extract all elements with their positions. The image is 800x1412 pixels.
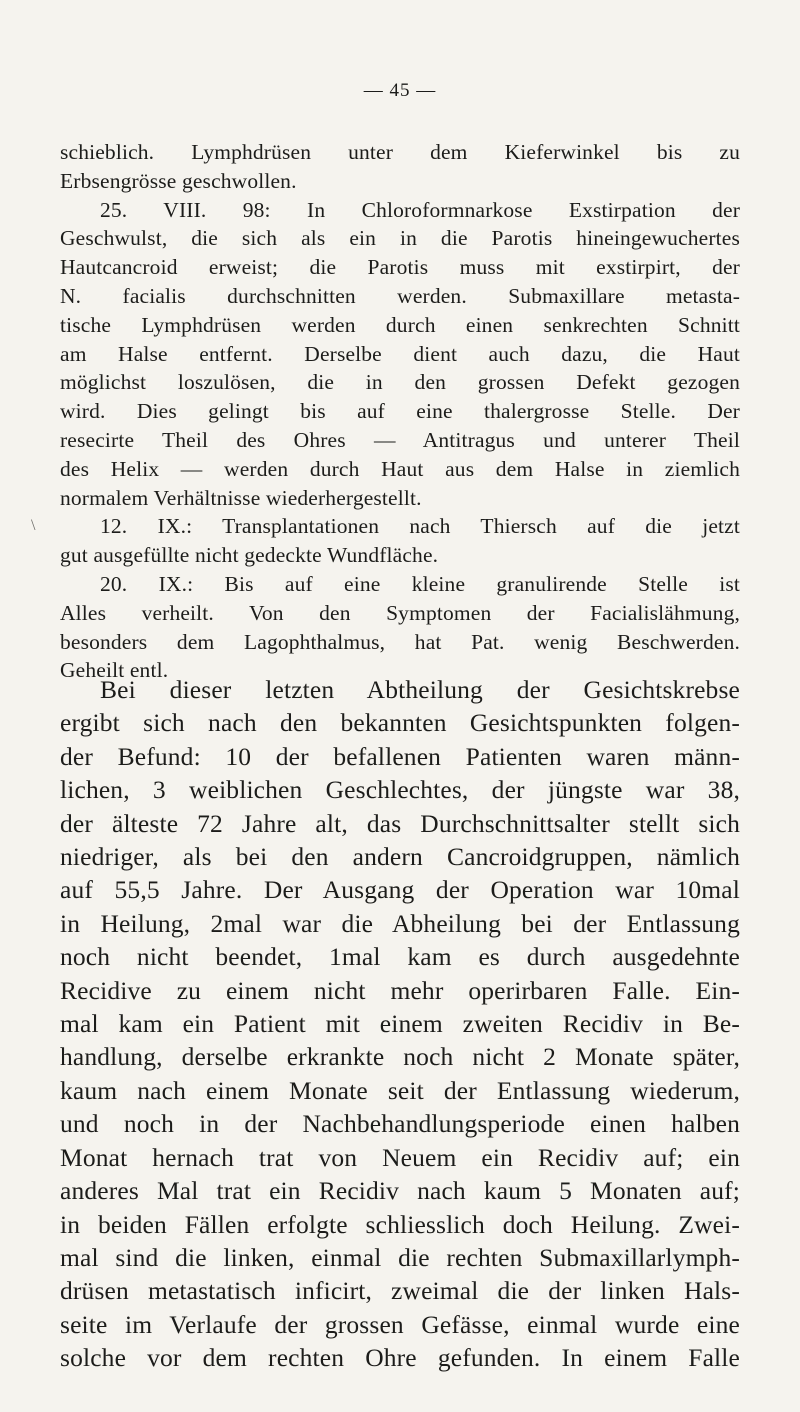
text-line: Geschwulst, die sich als ein in die Parotis hineingewuchertes [60,226,740,251]
text-line: tische Lymphdrüsen werden durch einen senkrechten Schnitt [60,312,740,337]
text-line: möglichst loszulösen, die in den grossen Defekt gezogen [60,370,740,395]
text-line: des Helix — werden durch Haut aus dem Halse in ziemlich [60,456,740,481]
text-line: noch nicht beendet, 1mal kam es durch ausgedehnte [60,942,740,972]
text-line: der älteste 72 Jahre alt, das Durchschnittsalter stellt sich [60,808,740,838]
text-line: Bei dieser letzten Abtheilung der Gesichtskrebse [100,675,740,704]
text-line: drüsen metastatisch inficirt, zweimal die der linken Hals- [60,1276,740,1306]
text-line: Geheilt entl. [60,658,169,683]
text-line: mal sind die linken, einmal die rechten Submaxillarlymph- [60,1242,740,1272]
page-number: — 45 — [363,80,437,101]
case-report-text [60,138,740,685]
text-line: Alles verheilt. Von den Symptomen der Facialislähmung, [60,600,740,625]
text-line: wird. Dies gelingt bis auf eine thalergrosse Stelle. Der [60,399,740,424]
text-line: handlung, derselbe erkrankte noch nicht 2 Monate später, [60,1042,740,1072]
text-line: in Heilung, 2mal war die Abheilung bei der Entlassung [60,908,740,938]
text-line: lichen, 3 weiblichen Geschlechtes, der jüngste war 38, [60,775,740,805]
text-line: resecirte Theil des Ohres — Antitragus und unterer Theil [60,427,740,452]
text-line: Erbsengrösse geschwollen. [60,168,297,193]
text-line: N. facialis durchschnitten werden. Submaxillare metasta- [60,283,740,308]
text-line: gut ausgefüllte nicht gedeckte Wundfläche. [60,543,439,568]
text-line: und noch in der Nachbehandlungsperiode einen halben [60,1109,740,1139]
text-line: Recidive zu einem nicht mehr operirbaren Falle. Ein- [60,975,740,1005]
text-line: solche vor dem rechten Ohre gefunden. In einem Falle [60,1343,740,1373]
text-line: normalem Verhältnisse wiederhergestellt. [60,485,422,510]
summary-paragraph [60,673,740,1375]
text-line: Monat hernach trat von Neuem ein Recidiv auf; ein [60,1142,740,1172]
text-line: der Befund: 10 der befallenen Patienten waren männ- [60,741,740,771]
text-line: 20. IX.: Bis auf eine kleine granulirende Stelle ist [100,571,740,596]
text-line: Hautcancroid erweist; die Parotis muss mit exstirpirt, der [60,255,740,280]
text-line: am Halse entfernt. Derselbe dient auch dazu, die Haut [60,341,740,366]
text-line: mal kam ein Patient mit einem zweiten Recidiv in Be- [60,1009,740,1039]
margin-mark: \ [31,517,36,534]
text-line: niedriger, als bei den andern Cancroidgruppen, nämlich [60,842,740,872]
text-line: anderes Mal trat ein Recidiv nach kaum 5 Monaten auf; [60,1176,740,1206]
text-line: ergibt sich nach den bekannten Gesichtspunkten folgen- [60,708,740,738]
text-line: besonders dem Lagophthalmus, hat Pat. wenig Beschwerden. [60,629,740,654]
text-line: schieblich. Lymphdrüsen unter dem Kieferwinkel bis zu [60,140,740,164]
text-line: in beiden Fällen erfolgte schliesslich doch Heilung. Zwei- [60,1209,740,1239]
text-line: kaum nach einem Monate seit der Entlassung wiederum, [60,1075,740,1105]
text-line: auf 55,5 Jahre. Der Ausgang der Operation war 10mal [60,875,740,905]
text-line: 25. VIII. 98: In Chloroformnarkose Exstirpation der [100,197,740,222]
text-line: seite im Verlaufe der grossen Gefässe, einmal wurde eine [60,1309,740,1339]
text-line: 12. IX.: Transplantationen nach Thiersch auf die jetzt [100,514,740,539]
